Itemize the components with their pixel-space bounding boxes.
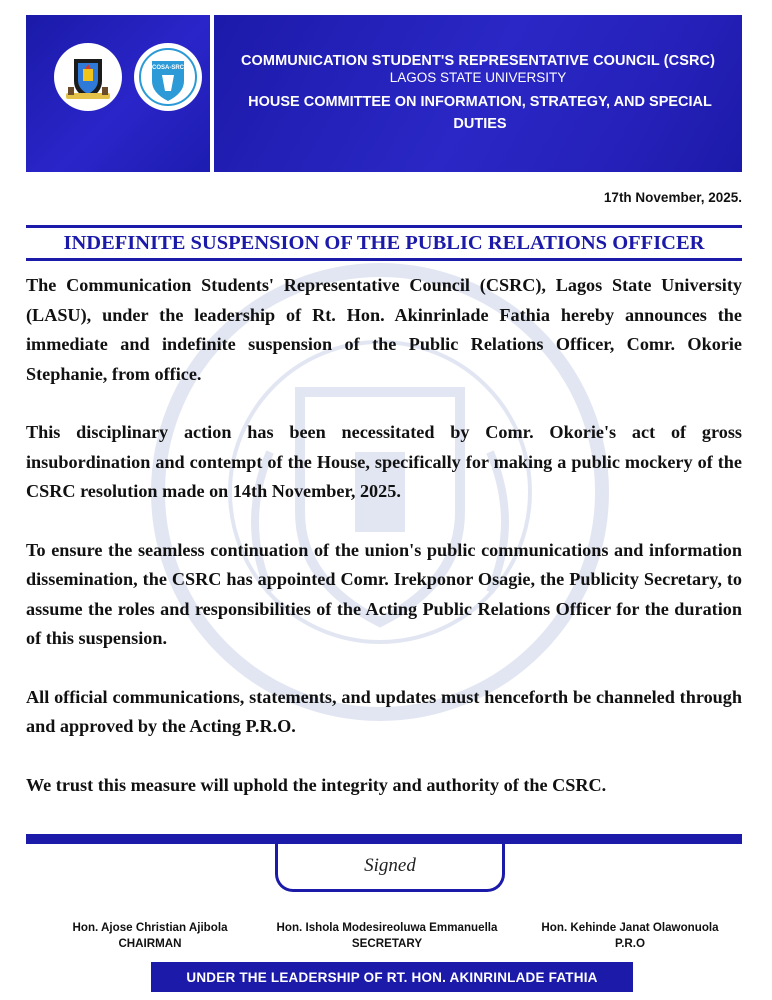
body-paragraph-2: This disciplinary action has been necessitated by Comr. Okorie's act of gross insubordination and contempt of the House, specifically for making a public mockery of the CSRC resolution made on 14th November, 2025. (26, 422, 742, 501)
logo-panel (26, 15, 210, 172)
document-date: 17th November, 2025. (603, 190, 742, 205)
body-paragraph-3: To ensure the seamless continuation of the union's public communications and information dissemination, the CSRC has appointed Comr. Irekponor Osagie, the Publicity Secretary, to assume the roles and responsibilities of the Acting Public Relations Officer for the duration of this suspension. (26, 539, 742, 648)
cosa-src-logo-text: COSA-SRC (151, 65, 185, 71)
signatory-role: P.R.O (614, 937, 646, 950)
signatory-name: Hon. Ajose Christian Ajibola (72, 921, 228, 934)
document-title (26, 225, 742, 261)
signed-box (275, 844, 505, 892)
signed-label: Signed (364, 855, 416, 876)
letterhead-title-panel (214, 15, 742, 172)
signatory-chairman (58, 920, 242, 952)
signatory-name: Hon. Kehinde Janat Olawonuola (541, 921, 719, 934)
signatory-role: SECRETARY (351, 937, 423, 950)
cosa-src-logo (134, 43, 202, 111)
council-name: COMMUNICATION STUDENT'S REPRESENTATIVE COUNCIL (CSRC) (240, 53, 716, 69)
footer-text: UNDER THE LEADERSHIP OF RT. HON. AKINRINLADE FATHIA (186, 969, 598, 985)
document-title-text: INDEFINITE SUSPENSION OF THE PUBLIC RELATIONS OFFICER (63, 231, 705, 254)
body-paragraph-1: The Communication Students' Representative Council (CSRC), Lagos State University (LASU), under the leadership of Rt. Hon. Akinrinlade Fathia hereby announces the immediate and indefinite suspension of the Public Relations Officer, Comr. Okorie Stephanie, from office. (26, 275, 742, 384)
body-paragraph-4: All official communications, statements, and updates must henceforth be channeled through and approved by the Acting P.R.O. (26, 686, 742, 736)
letterhead (26, 15, 742, 172)
signatory-role: CHAIRMAN (118, 937, 182, 950)
lasu-crest-logo (54, 43, 122, 111)
signatory-pro (527, 920, 733, 952)
footer-banner (151, 962, 633, 992)
letter-body (26, 271, 742, 800)
footer-divider (26, 834, 742, 844)
committee-name: HOUSE COMMITTEE ON INFORMATION, STRATEGY, AND SPECIAL DUTIES (248, 94, 712, 132)
body-paragraph-5: We trust this measure will uphold the integrity and authority of the CSRC. (26, 774, 607, 795)
university-name: LAGOS STATE UNIVERSITY (389, 70, 567, 85)
signatory-name: Hon. Ishola Modesireoluwa Emmanuella (276, 921, 498, 934)
signatory-secretary (257, 920, 517, 952)
